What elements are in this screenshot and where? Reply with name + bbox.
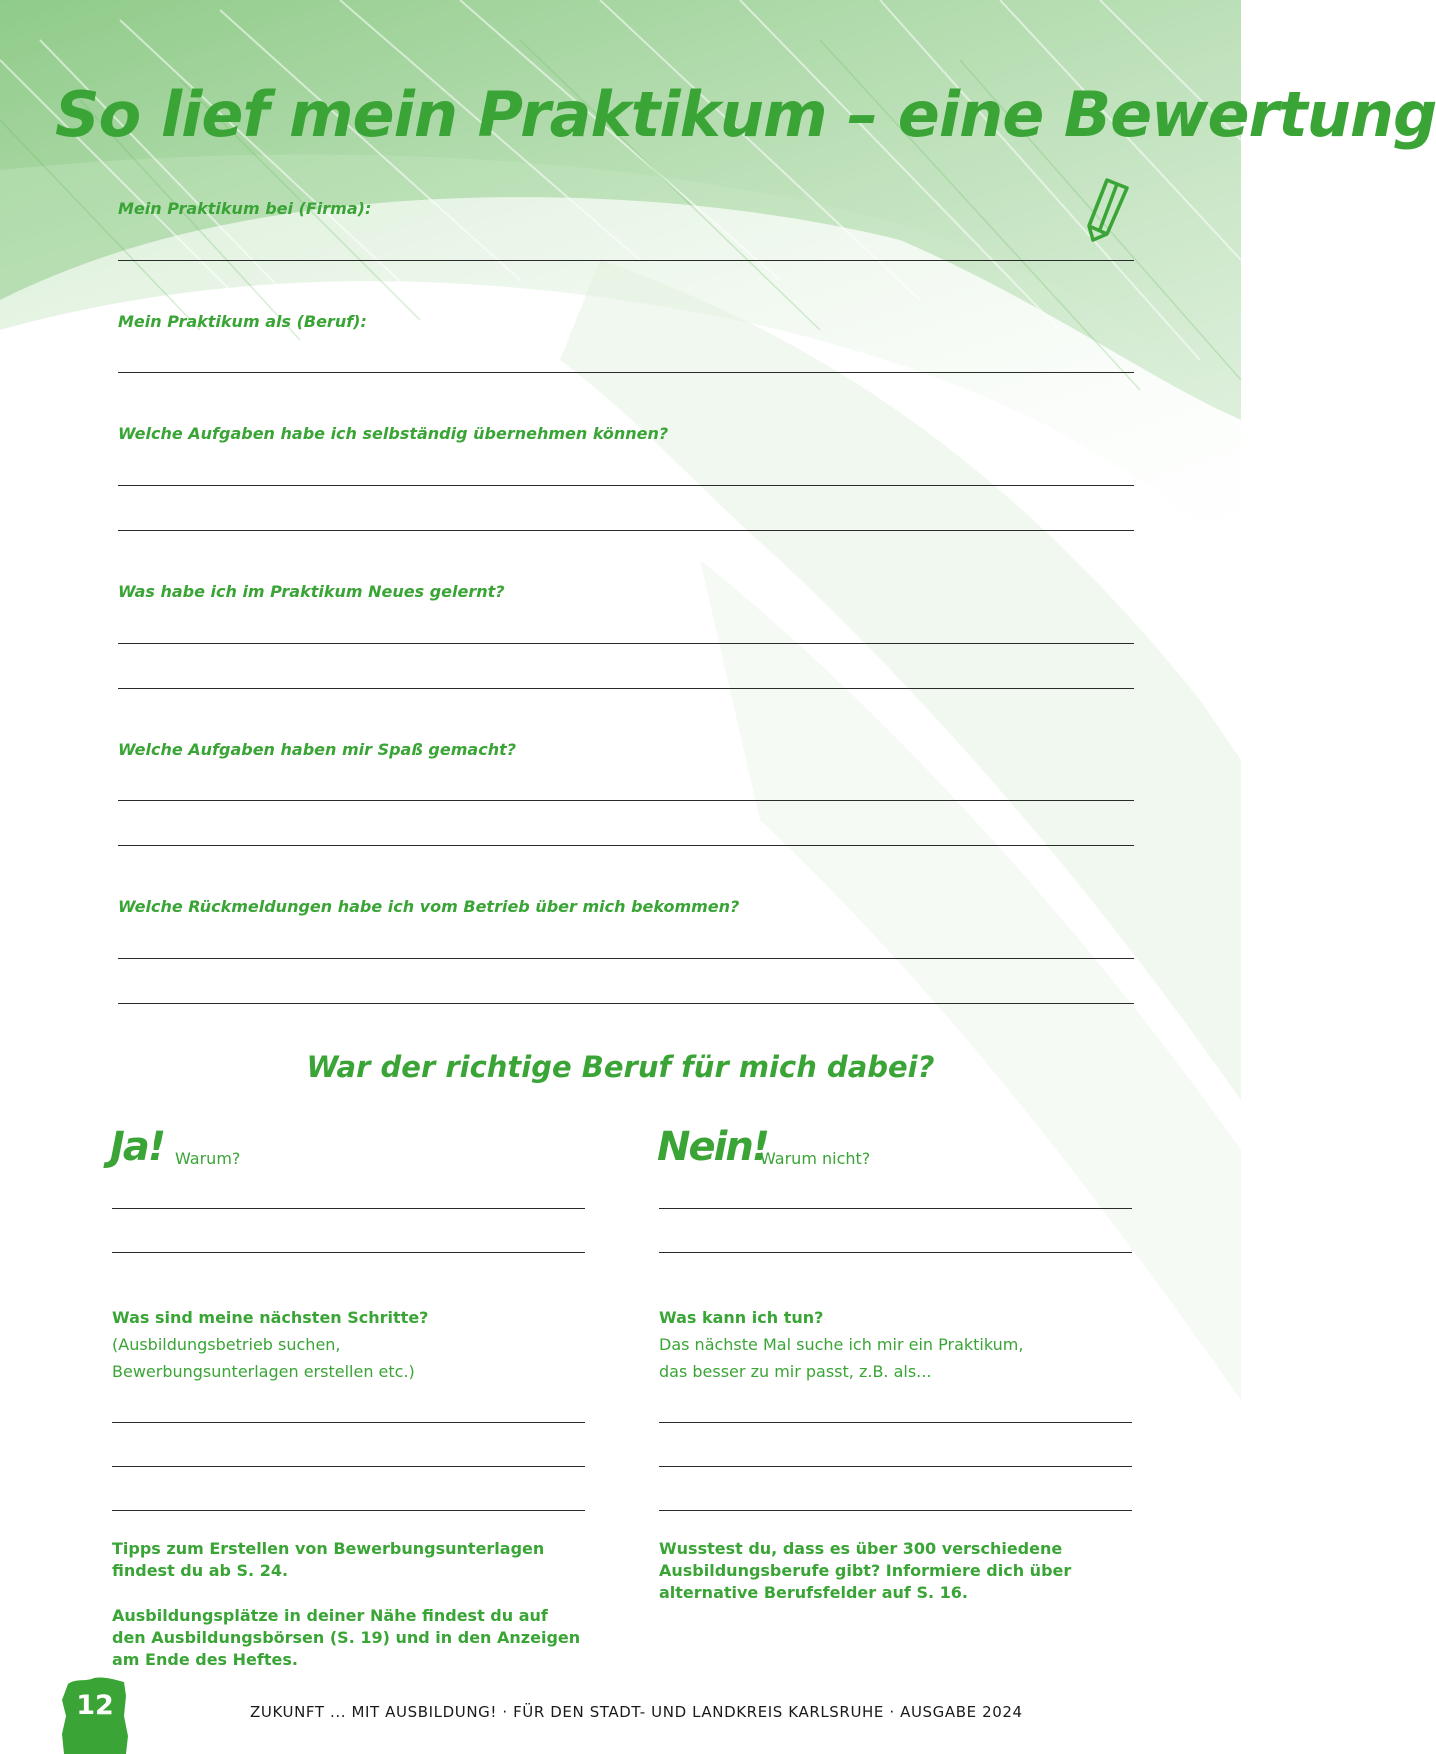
no-prompt: Warum nicht?: [760, 1149, 871, 1168]
yes-next-title: Was sind meine nächsten Schritte?: [112, 1308, 429, 1327]
tip-ausbildungsberufe: Wusstest du, dass es über 300 verschiedene Ausbildungsberufe gibt? Informiere dich über alternative Berufsfelder auf S. 16.: [659, 1539, 1072, 1602]
field-label-aufgaben-selbstaendig: Welche Aufgaben habe ich selbständig übernehmen können?: [118, 424, 669, 443]
answer-line[interactable]: [659, 1208, 1132, 1209]
no-heading: Nein!: [657, 1124, 769, 1170]
yes-next-steps: [112, 1304, 428, 1385]
no-next-line2: das besser zu mir passt, z.B. als...: [659, 1362, 932, 1381]
answer-line[interactable]: [659, 1422, 1132, 1423]
no-next-steps: [659, 1304, 1023, 1385]
answer-line[interactable]: [118, 530, 1134, 531]
field-label-rueckmeldungen: Welche Rückmeldungen habe ich vom Betrieb über mich bekommen?: [118, 897, 740, 916]
page-number: 12: [76, 1690, 114, 1721]
field-label-spass: Welche Aufgaben haben mir Spaß gemacht?: [118, 740, 517, 759]
answer-line[interactable]: [118, 845, 1134, 846]
yes-next-line2: Bewerbungsunterlagen erstellen etc.): [112, 1362, 415, 1381]
field-label-neues-gelernt: Was habe ich im Praktikum Neues gelernt?: [118, 582, 505, 601]
yes-prompt: Warum?: [175, 1149, 241, 1168]
tip-ausbildungsplaetze: Ausbildungsplätze in deiner Nähe findest du auf den Ausbildungsbörsen (S. 19) und in den Anzeigen am Ende des Heftes.: [112, 1606, 581, 1669]
answer-line[interactable]: [112, 1466, 585, 1467]
answer-line[interactable]: [118, 800, 1134, 801]
pencil-icon: [1085, 176, 1135, 242]
no-next-line1: Das nächste Mal suche ich mir ein Praktikum,: [659, 1335, 1024, 1354]
yes-heading: Ja!: [110, 1124, 165, 1170]
answer-line[interactable]: [118, 260, 1134, 261]
yes-next-line1: (Ausbildungsbetrieb suchen,: [112, 1335, 341, 1354]
field-label-beruf: Mein Praktikum als (Beruf):: [118, 312, 367, 331]
answer-line[interactable]: [118, 485, 1134, 486]
section-question: War der richtige Beruf für mich dabei?: [306, 1050, 935, 1084]
answer-line[interactable]: [118, 958, 1134, 959]
page-title: So lief mein Praktikum – eine Bewertung: [55, 78, 1436, 151]
answer-line[interactable]: [112, 1422, 585, 1423]
answer-line[interactable]: [118, 688, 1134, 689]
answer-line[interactable]: [112, 1510, 585, 1511]
tip-bewerbung: Tipps zum Erstellen von Bewerbungsunterlagen findest du ab S. 24.: [112, 1539, 545, 1580]
answer-line[interactable]: [118, 1003, 1134, 1004]
no-next-title: Was kann ich tun?: [659, 1308, 824, 1327]
answer-line[interactable]: [659, 1252, 1132, 1253]
answer-line[interactable]: [112, 1252, 585, 1253]
answer-line[interactable]: [112, 1208, 585, 1209]
answer-line[interactable]: [118, 643, 1134, 644]
footer-text: ZUKUNFT ... MIT AUSBILDUNG! · FÜR DEN STADT- UND LANDKREIS KARLSRUHE · AUSGABE 2024: [250, 1703, 1023, 1721]
answer-line[interactable]: [118, 372, 1134, 373]
answer-line[interactable]: [659, 1510, 1132, 1511]
field-label-firma: Mein Praktikum bei (Firma):: [118, 199, 372, 218]
answer-line[interactable]: [659, 1466, 1132, 1467]
